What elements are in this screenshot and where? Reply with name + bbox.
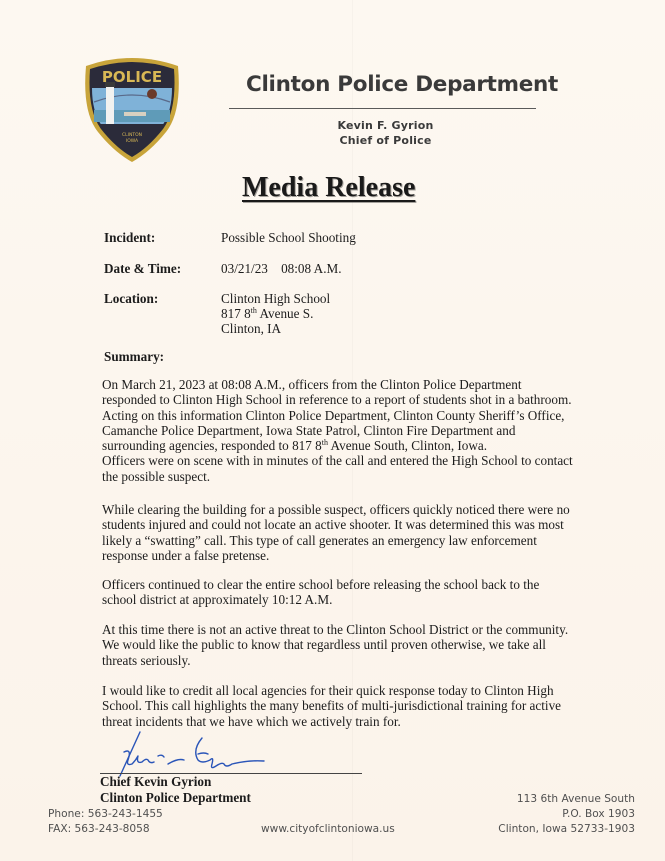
footer-fax: FAX: 563-243-8058 (48, 823, 150, 835)
footer-address-line-2: P.O. Box 1903 (562, 808, 635, 820)
location-value (221, 291, 330, 336)
location-street-name: Avenue S. (256, 306, 314, 321)
footer-website[interactable]: www.cityofclintoniowa.us (261, 823, 395, 835)
summary-paragraph-2 (102, 502, 622, 563)
location-street-number: 817 8 (221, 306, 251, 321)
paragraph-line: We would like the public to know that regardless until proven otherwise, we take all (102, 637, 546, 653)
signatory-department: Clinton Police Department (100, 790, 251, 805)
chief-title: Chief of Police (339, 134, 432, 147)
location-line-2 (221, 306, 330, 321)
footer-phone: Phone: 563-243-1455 (48, 808, 163, 820)
footer-address (498, 792, 635, 837)
paragraph-line: While clearing the building for a possible suspect, officers quickly noticed there were no (102, 502, 570, 517)
footer-address-line-1: 113 6th Avenue South (516, 793, 635, 805)
incident-label: Incident: (104, 230, 156, 245)
paragraph-line (102, 438, 622, 453)
incident-value: Possible School Shooting (221, 230, 356, 245)
location-line-3: Clinton, IA (221, 321, 282, 336)
summary-paragraph-5 (102, 683, 622, 729)
badge-top-text: POLICE (101, 68, 163, 86)
paragraph-line: On March 21, 2023 at 08:08 A.M., officers from the Clinton Police Department (102, 377, 522, 392)
ordinal-suffix: th (250, 306, 257, 315)
incident-time: 08:08 A.M. (281, 261, 342, 276)
footer-contact (48, 807, 163, 837)
paragraph-line: school district at approximately 10:12 A.M. (102, 592, 333, 608)
handwritten-signature-icon (118, 730, 278, 778)
paragraph-line: Camanche Police Department, Iowa State Patrol, Clinton Fire Department and (102, 422, 516, 438)
badge-bottom-text-2: IOWA (125, 139, 139, 144)
summary-label: Summary: (104, 349, 165, 364)
footer-address-line-3: Clinton, Iowa 52733-1903 (498, 823, 635, 835)
paragraph-line: At this time there is not an active threat to the Clinton School District or the community. (102, 622, 569, 637)
paragraph-line: the possible suspect. (102, 468, 211, 484)
date-time-label: Date & Time: (104, 261, 182, 276)
paragraph-line: Officers continued to clear the entire school before releasing the school back to the (102, 577, 540, 592)
line-text: surrounding agencies, responded to 817 8 (102, 438, 322, 454)
paragraph-line: students injured and could not locate an active shooter. It was determined this was most (102, 517, 564, 533)
paragraph-line: likely a “swatting” call. This type of call generates an emergency law enforcement (102, 532, 537, 548)
location-label: Location: (104, 291, 159, 306)
paragraph-line: responded to Clinton High School in reference to a report of students shot in a bathroom. (102, 392, 572, 408)
paragraph-line: response under a false pretense. (102, 547, 270, 563)
police-badge-icon (80, 52, 184, 164)
document-title: Media Release (242, 172, 416, 203)
header-divider (229, 108, 536, 109)
chief-name: Kevin F. Gyrion (337, 119, 434, 132)
summary-paragraph-1 (102, 377, 622, 484)
paragraph-line: School. This call highlights the many benefits of multi-jurisdictional training for active (102, 698, 562, 714)
department-title: Clinton Police Department (246, 72, 559, 97)
paragraph-line: I would like to credit all local agencies for their quick response today to Clinton High (102, 683, 554, 698)
paragraph-line: Acting on this information Clinton Police Department, Clinton County Sheriff’s Office, (102, 407, 565, 423)
paragraph-line: threat incidents that we have which we actively train for. (102, 713, 401, 729)
date-time-value (221, 261, 342, 276)
summary-paragraph-4 (102, 622, 622, 668)
location-line-1: Clinton High School (221, 291, 331, 306)
line-text: Avenue South, Clinton, Iowa. (327, 438, 488, 454)
badge-bottom-text-1: CLINTON (122, 133, 142, 138)
paragraph-line: Officers were on scene with in minutes of the call and entered the High School to contact (102, 453, 573, 469)
summary-paragraph-3 (102, 577, 622, 608)
ordinal-suffix: th (321, 438, 328, 448)
incident-date: 03/21/23 (221, 261, 268, 276)
signatory-name: Chief Kevin Gyrion (100, 774, 212, 789)
paragraph-line: threats seriously. (102, 652, 191, 668)
